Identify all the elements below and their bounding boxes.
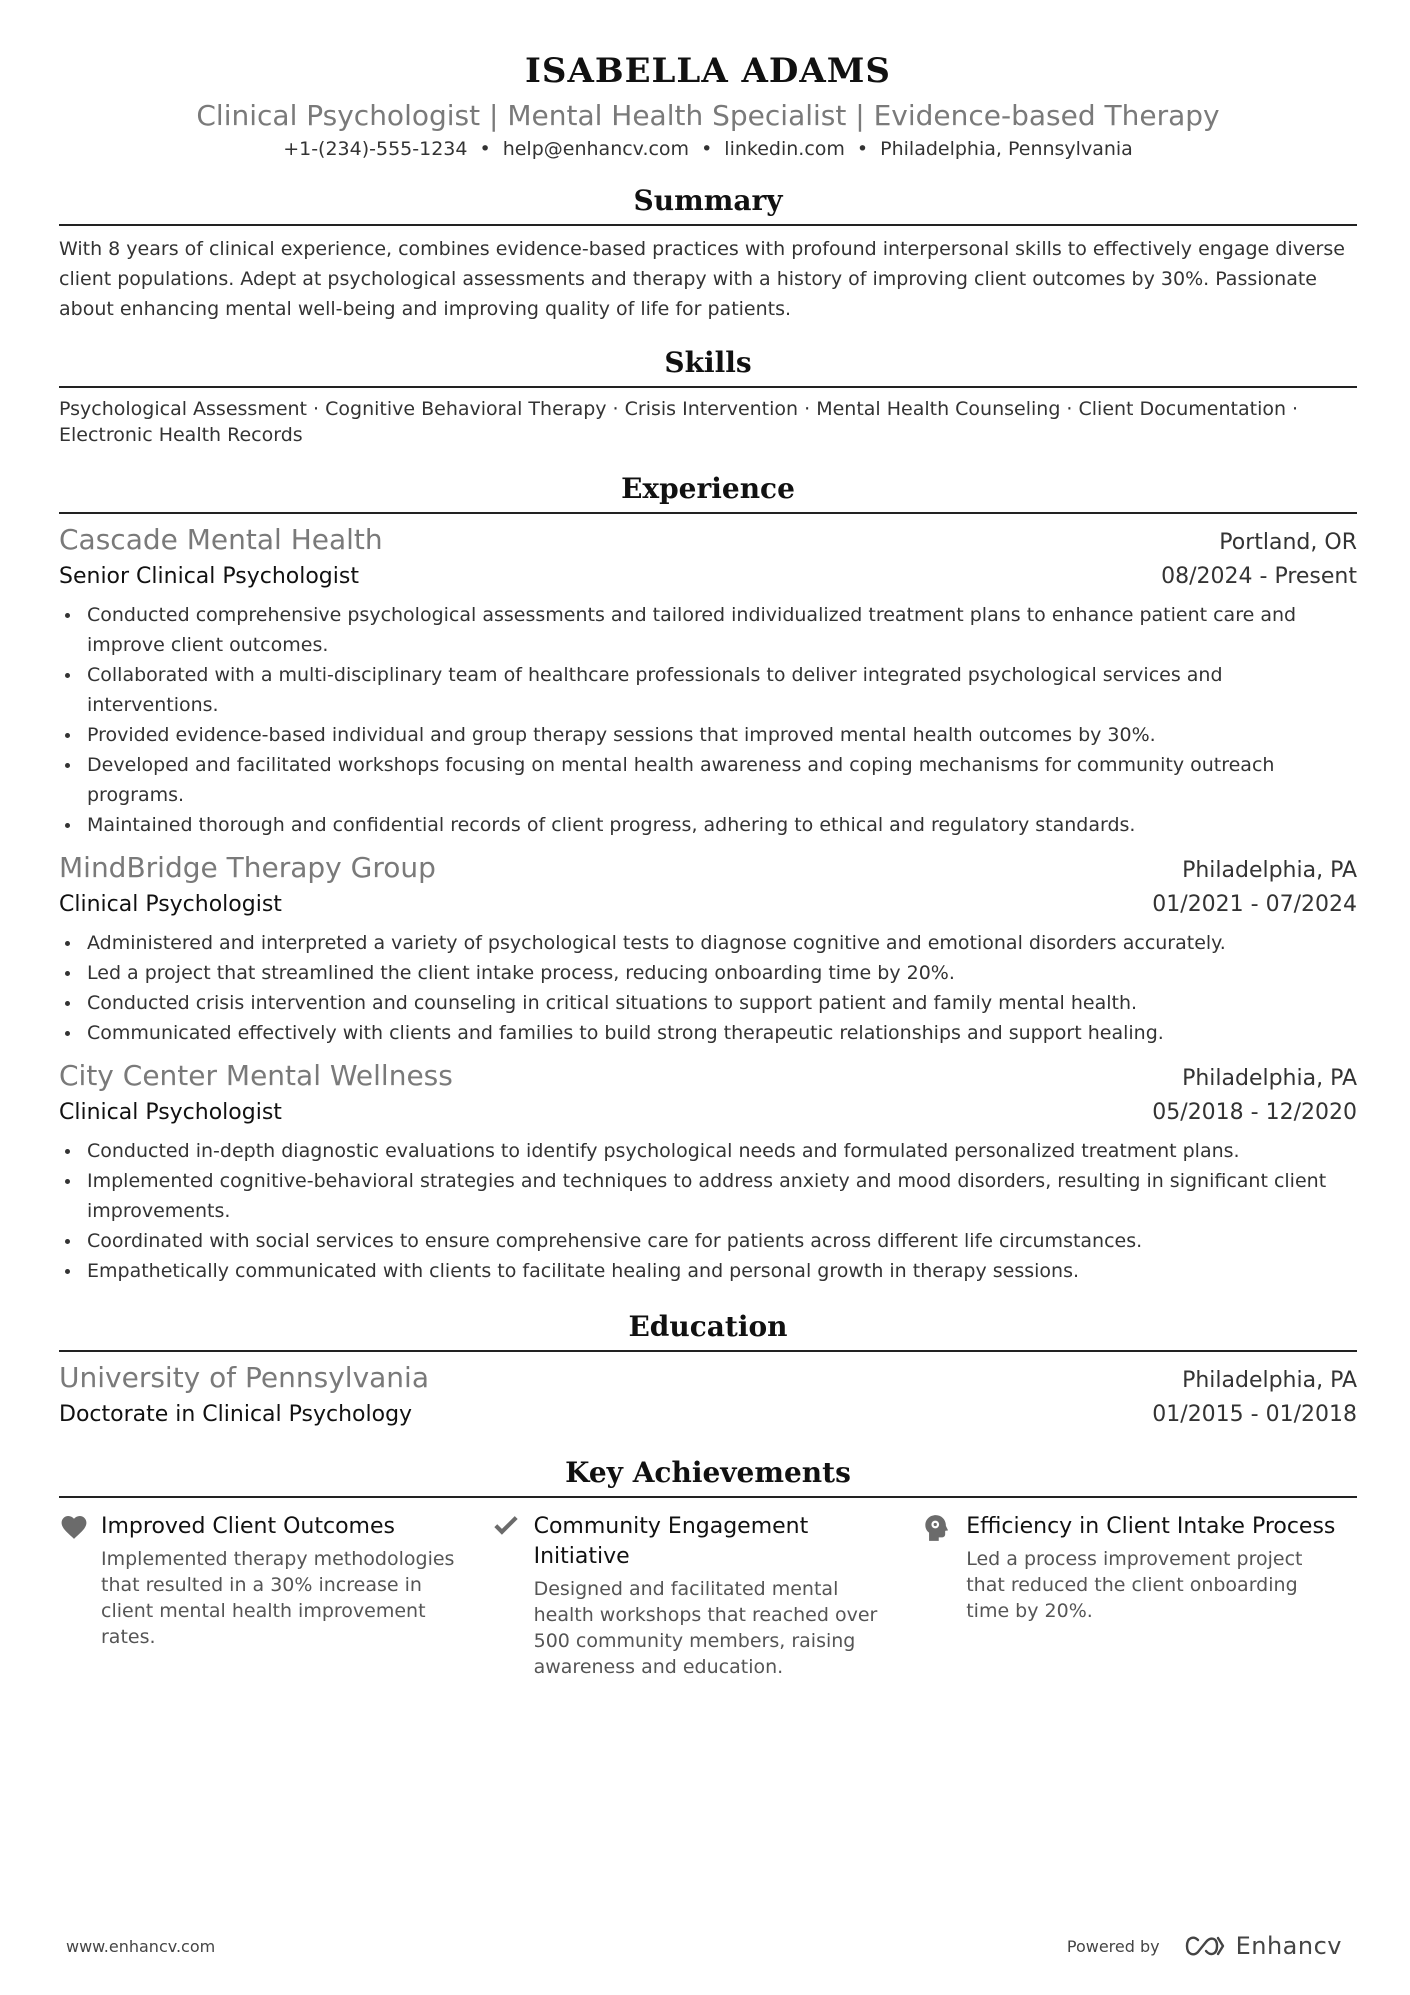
bullet-item: Communicated effectively with clients and families to build strong therapeutic relationships and support healing. (59, 1018, 1357, 1048)
job-entry (59, 1056, 1357, 1286)
powered-by-label: Powered by (1066, 1936, 1160, 1956)
job-bullets (59, 928, 1357, 1048)
bullet-item: Coordinated with social services to ensure comprehensive care for patients across different life circumstances. (59, 1226, 1357, 1256)
email-link[interactable]: help@enhancv.com (502, 138, 690, 160)
education-section (59, 1308, 1357, 1432)
education-entry (59, 1358, 1357, 1432)
bullet-item: Administered and interpreted a variety of psychological tests to diagnose cognitive and emotional disorders accurately. (59, 928, 1357, 958)
job-dates: 05/2018 - 12/2020 (1152, 1100, 1357, 1125)
section-title-achievements: Key Achievements (565, 1456, 851, 1489)
contact-line (59, 136, 1357, 162)
linkedin-link[interactable]: linkedin.com (724, 138, 845, 160)
section-divider (59, 1496, 1357, 1498)
section-divider (59, 1350, 1357, 1352)
headline: Clinical Psychologist | Mental Health Specialist | Evidence-based Therapy (196, 99, 1220, 132)
achievement-desc: Designed and facilitated mental health workshops that reached over 500 community members, raising awareness and education. (533, 1578, 878, 1678)
job-title: Senior Clinical Psychologist (59, 564, 359, 589)
job-location: Philadelphia, PA (1182, 1066, 1357, 1091)
achievement-desc: Led a process improvement project that reduced the client onboarding time by 20%. (966, 1548, 1303, 1622)
brand-name: Enhancv (1235, 1932, 1342, 1960)
bullet-item: Maintained thorough and confidential records of client progress, adhering to ethical and regulatory standards. (59, 810, 1357, 840)
candidate-name: ISABELLA ADAMS (525, 51, 891, 91)
bullet-item: Developed and facilitated workshops focusing on mental health awareness and coping mechanisms for community outreach programs. (59, 750, 1357, 810)
summary-text: With 8 years of clinical experience, combines evidence-based practices with profound interpersonal skills to effectively engage diverse client populations. Adept at psychological assessments and therapy with a history of improving client outcomes by 30%. Passionate about enhancing mental well-being and improving quality of life for patients. (59, 238, 1345, 320)
job-entry (59, 520, 1357, 840)
bullet-item: Conducted comprehensive psychological assessments and tailored individualized treatment plans to enhance patient care and improve client outcomes. (59, 600, 1357, 660)
footer-website-link[interactable]: www.enhancv.com (66, 1936, 216, 1956)
school-name: University of Pennsylvania (59, 1361, 429, 1394)
job-bullets (59, 600, 1357, 840)
heart-icon (59, 1512, 101, 1680)
job-title: Clinical Psychologist (59, 1100, 282, 1125)
section-title-experience: Experience (621, 472, 795, 505)
achievement-title: Community Engagement Initiative (533, 1514, 809, 1569)
summary-section (59, 182, 1357, 324)
job-location: Portland, OR (1219, 530, 1357, 555)
skills-section (59, 344, 1357, 448)
achievements-section (59, 1454, 1357, 1680)
job-dates: 01/2021 - 07/2024 (1152, 892, 1357, 917)
bullet-item: Empathetically communicated with clients to facilitate healing and personal growth in therapy sessions. (59, 1256, 1357, 1286)
company-name: Cascade Mental Health (59, 523, 383, 556)
bullet-item: Collaborated with a multi-disciplinary team of healthcare professionals to deliver integrated psychological services and interventions. (59, 660, 1357, 720)
location: Philadelphia, Pennsylvania (880, 138, 1133, 160)
education-dates: 01/2015 - 01/2018 (1152, 1402, 1357, 1427)
job-title: Clinical Psychologist (59, 892, 282, 917)
job-location: Philadelphia, PA (1182, 858, 1357, 883)
company-name: City Center Mental Wellness (59, 1059, 453, 1092)
achievement-title: Efficiency in Client Intake Process (966, 1514, 1336, 1539)
bullet-item: Provided evidence-based individual and group therapy sessions that improved mental health outcomes by 30%. (59, 720, 1357, 750)
section-divider (59, 386, 1357, 388)
head-brain-icon (924, 1512, 966, 1680)
achievements-grid (59, 1512, 1357, 1680)
job-entry (59, 848, 1357, 1048)
phone: +1-(234)-555-1234 (283, 138, 468, 160)
separator-dot: • (701, 138, 713, 160)
school-location: Philadelphia, PA (1182, 1368, 1357, 1393)
resume-page (59, 48, 1357, 1680)
footer-brand (1067, 1932, 1342, 1960)
separator-dot: • (479, 138, 491, 160)
achievement-title: Improved Client Outcomes (101, 1514, 395, 1539)
company-name: MindBridge Therapy Group (59, 851, 436, 884)
checkmark-icon (492, 1512, 534, 1680)
enhancv-logo-icon (1184, 1934, 1228, 1958)
achievement-desc: Implemented therapy methodologies that resulted in a 30% increase in client mental health improvement rates. (101, 1548, 455, 1648)
page-footer (66, 1932, 1342, 1960)
bullet-item: Implemented cognitive-behavioral strategies and techniques to address anxiety and mood disorders, resulting in significant client improvements. (59, 1166, 1357, 1226)
section-divider (59, 224, 1357, 226)
separator-dot: • (856, 138, 869, 160)
achievement-item (492, 1512, 925, 1680)
section-title-skills: Skills (664, 346, 752, 379)
job-dates: 08/2024 - Present (1161, 564, 1357, 589)
achievement-item (924, 1512, 1357, 1680)
experience-section (59, 470, 1357, 1286)
bullet-item: Conducted in-depth diagnostic evaluations to identify psychological needs and formulated personalized treatment plans. (59, 1136, 1357, 1166)
section-title-summary: Summary (633, 184, 783, 217)
section-divider (59, 512, 1357, 514)
section-title-education: Education (628, 1310, 788, 1343)
achievement-item (59, 1512, 492, 1680)
bullet-item: Conducted crisis intervention and counseling in critical situations to support patient and family mental health. (59, 988, 1357, 1018)
job-bullets (59, 1136, 1357, 1286)
skills-text: Psychological Assessment · Cognitive Behavioral Therapy · Crisis Intervention · Mental Health Counseling · Client Documentation · Electronic Health Records (59, 398, 1299, 446)
degree: Doctorate in Clinical Psychology (59, 1402, 413, 1427)
bullet-item: Led a project that streamlined the client intake process, reducing onboarding time by 20%. (59, 958, 1357, 988)
